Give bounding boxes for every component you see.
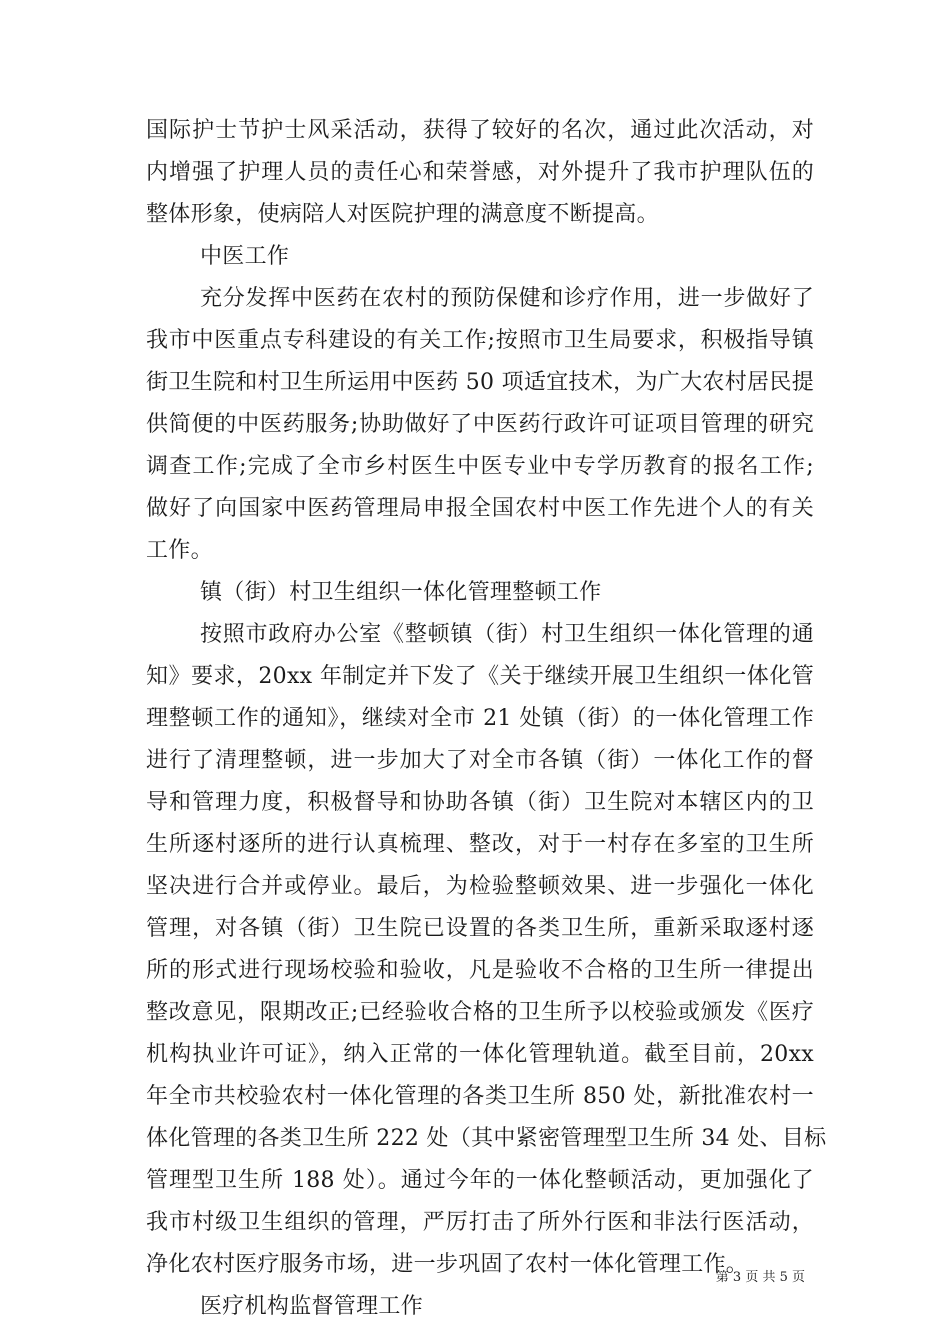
text-line: 年全市共校验农村一体化管理的各类卫生所 850 处，新批准农村一 xyxy=(146,1084,814,1109)
text-line: 我市村级卫生组织的管理，严厉打击了所外行医和非法行医活动， xyxy=(146,1210,814,1235)
text-line: 坚决进行合并或停业。最后，为检验整顿效果、进一步强化一体化 xyxy=(146,874,814,899)
text-line: 净化农村医疗服务市场，进一步巩固了农村一体化管理工作。 xyxy=(146,1252,749,1277)
text-line: 整体形象，使病陪人对医院护理的满意度不断提高。 xyxy=(146,202,659,227)
text-line: 工作。 xyxy=(146,538,213,563)
text-line: 体化管理的各类卫生所 222 处（其中紧密管理型卫生所 34 处、目标 xyxy=(146,1126,827,1151)
text-line: 生所逐村逐所的进行认真梳理、整改，对于一村存在多室的卫生所 xyxy=(146,832,814,857)
text-line: 整改意见，限期改正;已经验收合格的卫生所予以校验或颁发《医疗 xyxy=(146,1000,814,1025)
section-heading: 中医工作 xyxy=(200,244,290,269)
text-line: 做好了向国家中医药管理局申报全国农村中医工作先进个人的有关 xyxy=(146,496,814,521)
text-line: 我市中医重点专科建设的有关工作;按照市卫生局要求，积极指导镇 xyxy=(146,328,814,353)
text-line: 理整顿工作的通知》，继续对全市 21 处镇（街）的一体化管理工作 xyxy=(146,706,814,731)
text-line: 街卫生院和村卫生所运用中医药 50 项适宜技术，为广大农村居民提 xyxy=(146,370,814,395)
text-line: 机构执业许可证》，纳入正常的一体化管理轨道。截至目前，20xx xyxy=(146,1042,814,1067)
text-line: 导和管理力度，积极督导和协助各镇（街）卫生院对本辖区内的卫 xyxy=(146,790,814,815)
section-heading: 镇（街）村卫生组织一体化管理整顿工作 xyxy=(200,580,602,605)
text-line: 管理型卫生所 188 处）。通过今年的一体化整顿活动，更加强化了 xyxy=(146,1168,814,1193)
text-line: 所的形式进行现场校验和验收，凡是验收不合格的卫生所一律提出 xyxy=(146,958,814,983)
text-line: 按照市政府办公室《整顿镇（街）村卫生组织一体化管理的通 xyxy=(200,622,814,647)
text-line: 充分发挥中医药在农村的预防保健和诊疗作用，进一步做好了 xyxy=(200,286,814,311)
text-line: 内增强了护理人员的责任心和荣誉感，对外提升了我市护理队伍的 xyxy=(146,160,814,185)
text-line: 国际护士节护士风采活动，获得了较好的名次，通过此次活动，对 xyxy=(146,118,814,143)
text-line: 进行了清理整顿，进一步加大了对全市各镇（街）一体化工作的督 xyxy=(146,748,814,773)
text-line: 知》要求，20xx 年制定并下发了《关于继续开展卫生组织一体化管 xyxy=(146,664,814,689)
section-heading: 医疗机构监督管理工作 xyxy=(200,1294,424,1319)
text-line: 供简便的中医药服务;协助做好了中医药行政许可证项目管理的研究 xyxy=(146,412,814,437)
page-number: 第 3 页 共 5 页 xyxy=(715,1270,805,1285)
text-line: 调查工作;完成了全市乡村医生中医专业中专学历教育的报名工作; xyxy=(146,454,814,479)
text-line: 管理，对各镇（街）卫生院已设置的各类卫生所，重新采取逐村逐 xyxy=(146,916,814,941)
